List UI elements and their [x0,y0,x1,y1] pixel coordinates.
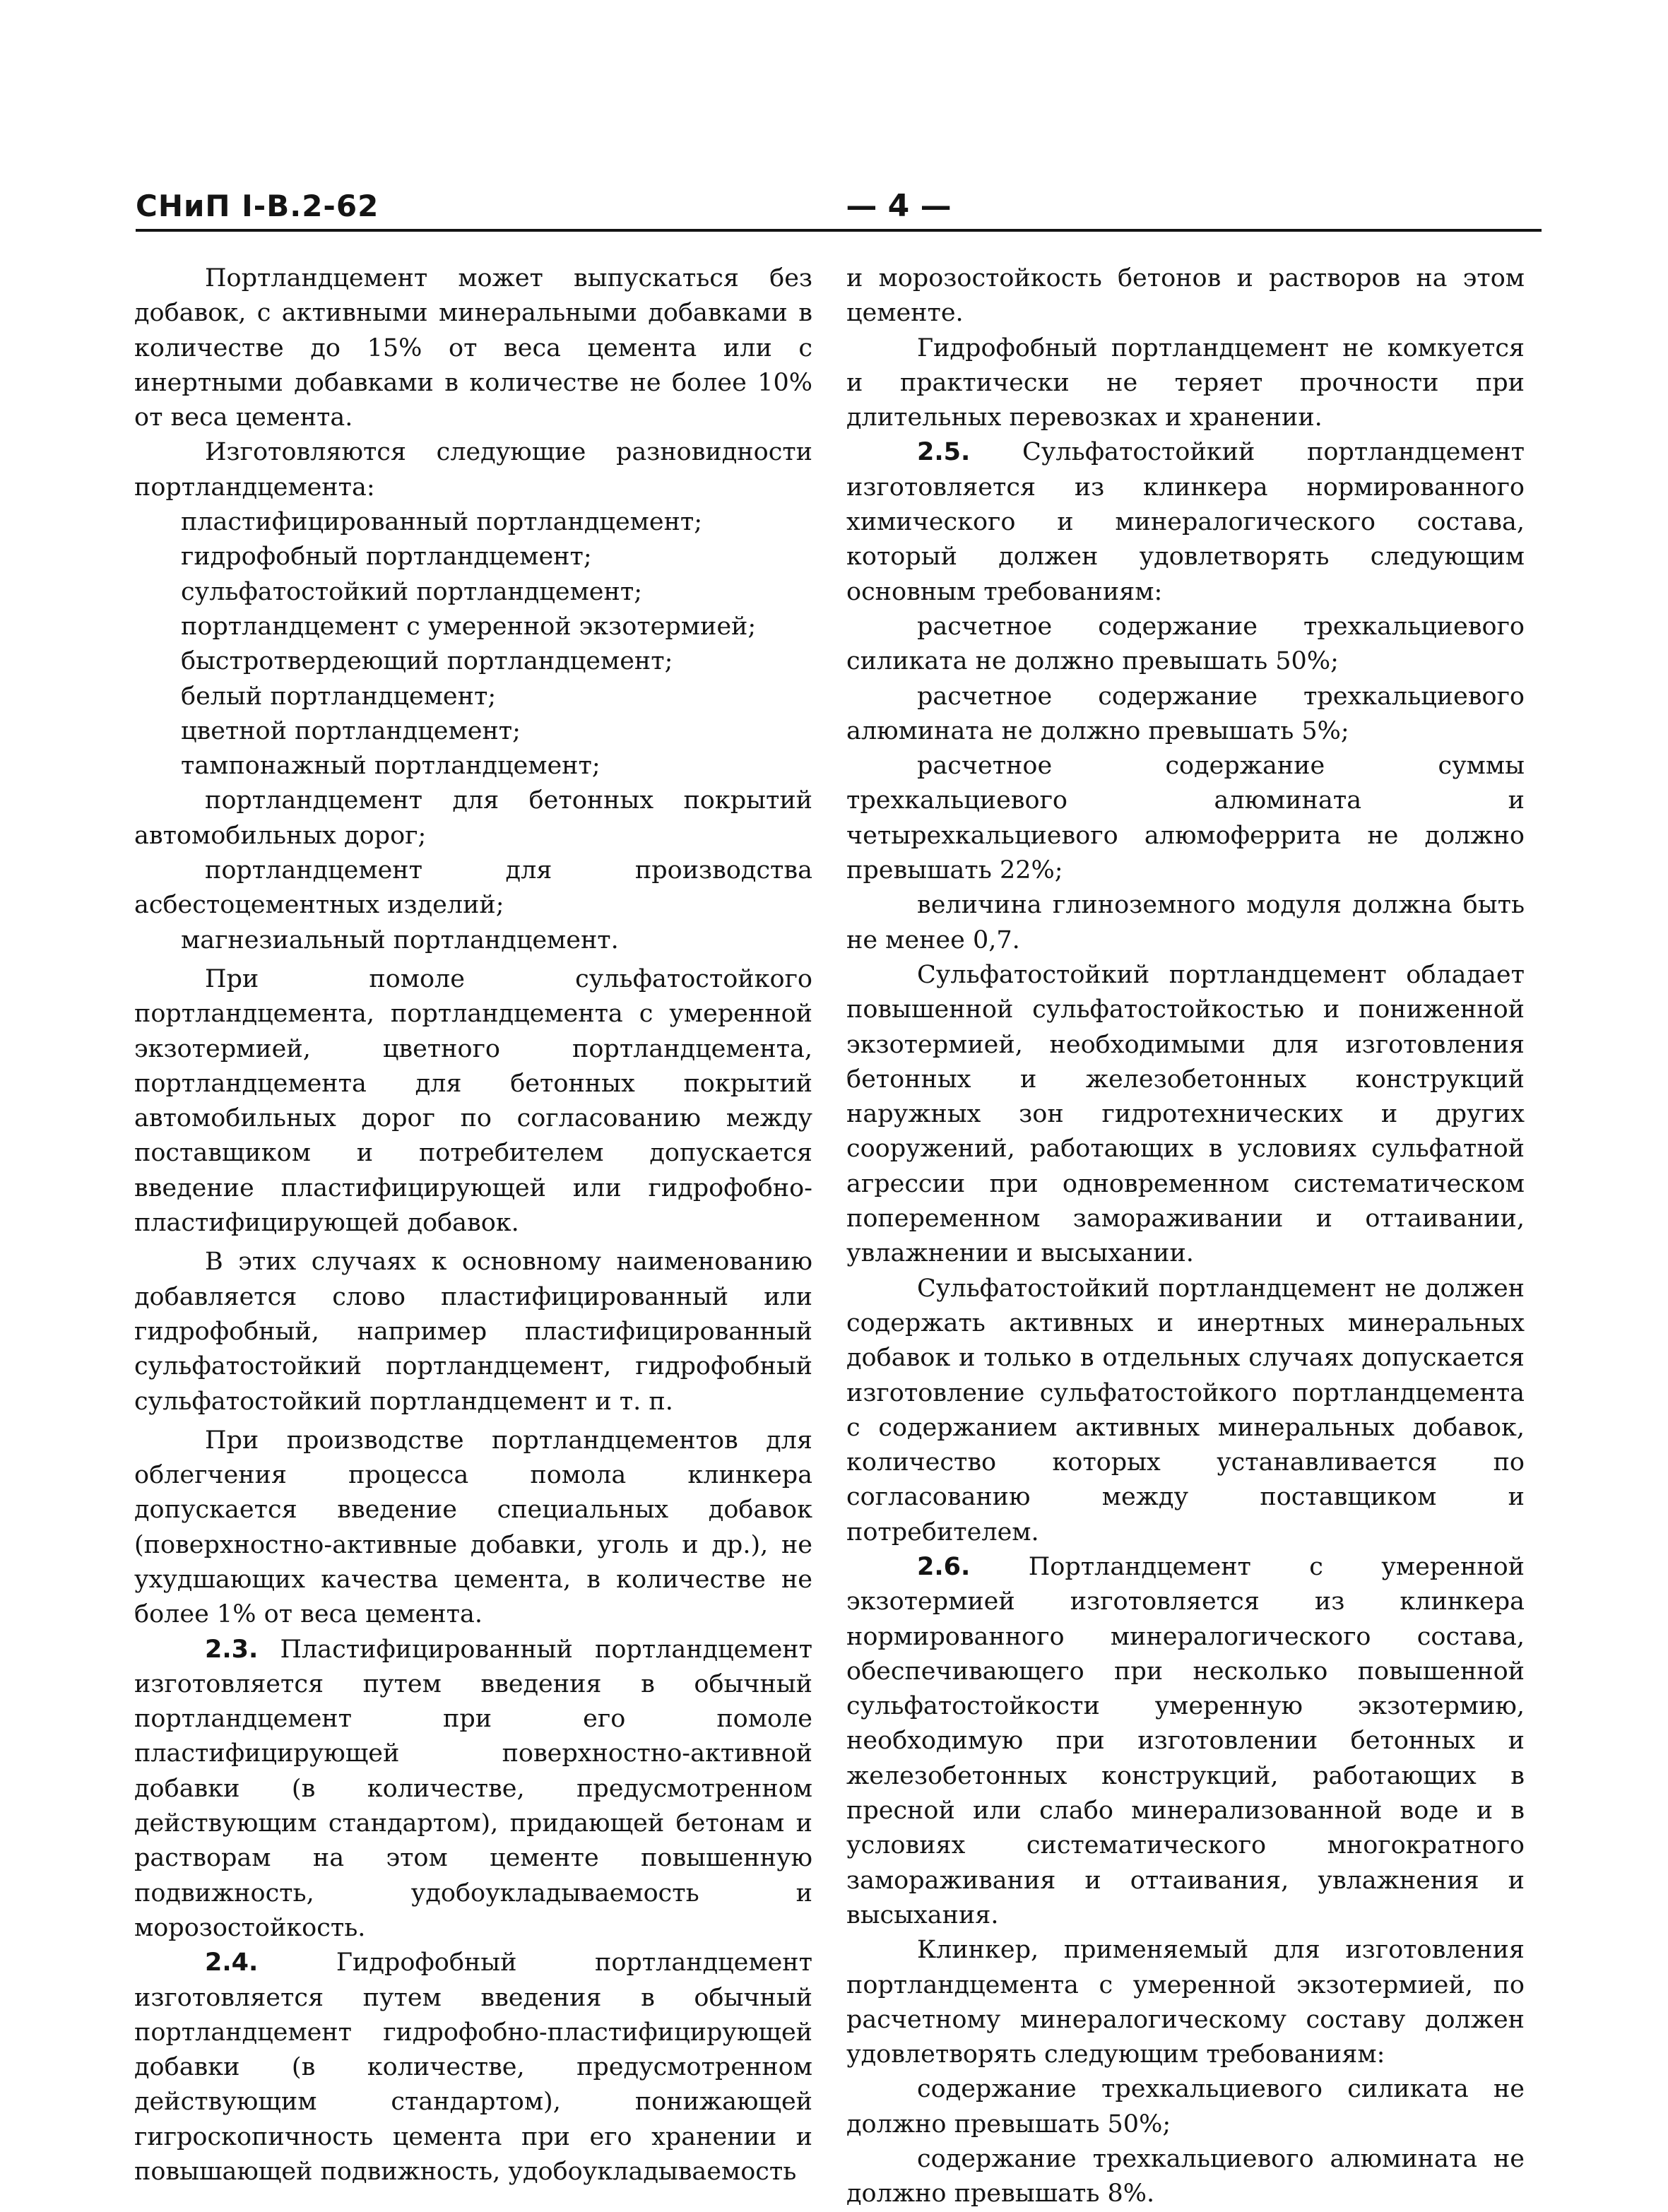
section-2-5 [846,435,1525,609]
requirement-item: величина глиноземного модуля должна быть не менее 0,7. [846,891,1525,954]
section-text: Пластифицированный портландцемент изготовляется путем введения в обычный портландцемент при его помоле пластифицирующей поверхностно-активной добавки (в количестве, предусмотренном действующим стандартом), придающей бетонам и растворам на этом цементе повышенную подвижность, удобоукладываемость и морозостойкость. [134,1635,812,1942]
section-text: Портландцемент с умеренной экзотермией изготовляется из клинкера нормированного минералогического состава, обеспечивающего при несколько повышенной сульфатостойкости умеренную экзотермию, необходимую при изготовлении бетонных и железобетонных конструкций, работающих в пресной или слабо минерализованной воде и в условиях систематического многократного замораживания и оттаивания, увлажнения и высыхания. [846,1552,1525,1929]
list-item: цветной портландцемент; [181,716,521,745]
page-header [136,185,1542,227]
paragraph-naming: В этих случаях к основному наименованию добавляется слово пластифицированный или гидрофобный, например пластифицированный сульфатостойкий портландцемент, гидрофобный сульфатостойкий портландцемент и т. п. [134,1248,812,1416]
section-number: 2.5. [917,438,971,467]
section-number: 2.6. [917,1552,971,1581]
paragraph-sulfate-additives: Сульфатостойкий портландцемент не должен содержать активных и инертных минеральных добавок и только в отдельных случаях допускается изготовление сульфатостойкого портландцемента с содержанием активных минеральных добавок, количество которых устанавливается по согласованию между поставщиком и потребителем. [846,1274,1525,1546]
list-item: портландцемент для бетонных покрытий автомобильных дорог; [134,786,812,850]
section-2-4 [134,1946,812,2189]
paragraph-varieties-intro: Изготовляются следующие разновидности портландцемента: [134,438,812,502]
list-item: пластифицированный портландцемент; [181,508,703,537]
section-2-6 [846,1550,1525,1933]
paragraph-additives: Портландцемент может выпускаться без добавок, с активными минеральными добавками в количестве до 15% от веса цемента или с инертными добавками в количестве не более 10% от веса цемента. [134,264,812,432]
list-item: быстротвердеющий портландцемент; [181,647,673,676]
requirement-item: расчетное содержание суммы трехкальциевого алюмината и четырехкальциевого алюмоферрита не должно превышать 22%; [846,752,1525,885]
page-number: — 4 — [846,188,952,224]
list-item: магнезиальный портландцемент. [181,925,619,954]
paragraph-sulfate-properties: Сульфатостойкий портландцемент обладает повышенной сульфатостойкостью и пониженной экзотермией, необходимыми для изготовления бетонных и железобетонных конструкций наружных зон гидротехнических и других сооружений, работающих в условиях сульфатной агрессии при одновременном систематическом попеременном замораживании и оттаивании, увлажнении и высыхании. [846,960,1525,1268]
requirement-item: расчетное содержание трехкальциевого алюмината не должно превышать 5%; [846,682,1525,745]
list-item: портландцемент с умеренной экзотермией; [181,612,757,641]
paragraph-clinker: Клинкер, применяемый для изготовления портландцемента с умеренной экзотермией, по расчетному минералогическому составу должен удовлетворять следующим требованиям: [846,1936,1525,2069]
section-number: 2.3. [205,1635,259,1664]
section-text: Гидрофобный портландцемент изготовляется путем введения в обычный портландцемент гидрофобно-пластифицирующей добавки (в количестве, предусмотренном действующим стандартом), понижающей гигроскопичность цемента при его хранении и повышающей подвижность, удобоукладываемость [134,1948,812,2187]
section-number: 2.4. [205,1948,259,1977]
paragraph-continuation: и морозостойкость бетонов и растворов на этом цементе. [846,264,1525,328]
section-text: Сульфатостойкий портландцемент изготовляется из клинкера нормированного химического и минералогического состава, который должен удовлетворять следующим основным требованиям: [846,438,1525,606]
list-item: сульфатостойкий портландцемент; [181,577,642,606]
list-item: белый портландцемент; [181,682,497,711]
list-item: портландцемент для производства асбестоцементных изделий; [134,856,812,920]
requirement-item: содержание трехкальциевого силиката не должно превышать 50%; [846,2075,1525,2139]
requirement-item: содержание трехкальциевого алюмината не должно превышать 8%. [846,2145,1525,2208]
left-column [134,261,812,2189]
header-rule [136,229,1542,232]
varieties-list [134,505,812,958]
paragraph-grinding: При помоле сульфатостойкого портландцемента, портландцемента с умеренной экзотермией, цветного портландцемента, портландцемента для бетонных покрытий автомобильных дорог по согласованию между поставщиком и потребителем допускается введение пластифицирующей или гидрофобно-пластифицирующей добавок. [134,964,812,1238]
requirement-item: расчетное содержание трехкальциевого силиката не должно превышать 50%; [846,612,1525,676]
paragraph-special-additives: При производстве портландцементов для облегчения процесса помола клинкера допускается введение специальных добавок (поверхностно-активные добавки, уголь и др.), не ухудшающих качества цемента, в количестве не более 1% от веса цемента. [134,1426,812,1629]
list-item: гидрофобный портландцемент; [181,543,592,572]
section-2-3 [134,1633,812,1946]
list-item: тампонажный портландцемент; [181,752,601,781]
right-column [846,261,1525,2212]
paragraph-hydrophobic: Гидрофобный портландцемент не комкуется и практически не теряет прочности при длительных перевозках и хранении. [846,333,1525,432]
document-code: СНиП I-В.2-62 [136,189,379,223]
